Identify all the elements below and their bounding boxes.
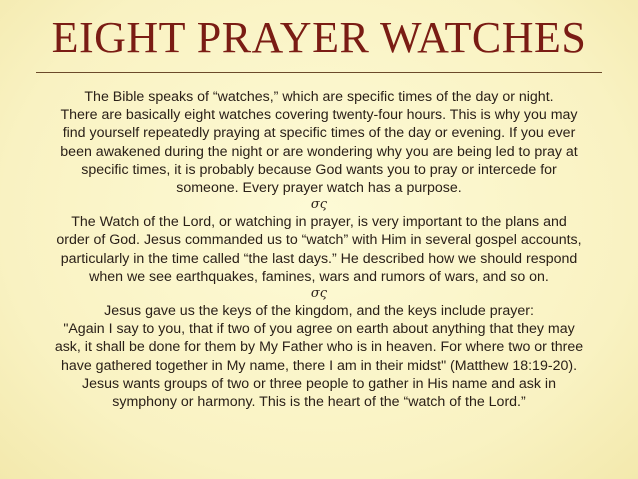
paragraph-2-line: particularly in the time called “the last days.” He described how we should respond bbox=[60, 250, 578, 267]
paragraph-1-line: someone. Every prayer watch has a purpose. bbox=[176, 180, 462, 197]
slide-body bbox=[14, 88, 624, 411]
paragraph-3-line: "Again I say to you, that if two of you agree on earth about anything that they may bbox=[63, 321, 575, 338]
paragraph-3-line: Jesus wants groups of two or three people to gather in His name and ask in bbox=[82, 375, 556, 392]
paragraph-2-line: The Watch of the Lord, or watching in prayer, is very important to the plans and bbox=[71, 214, 567, 231]
paragraph-2-line: when we see earthquakes, famines, wars and rumors of wars, and so on. bbox=[89, 268, 549, 285]
paragraph-1 bbox=[14, 88, 624, 197]
paragraph-3-line: Jesus gave us the keys of the kingdom, and the keys include prayer: bbox=[104, 303, 534, 320]
paragraph-3-line: ask, it shall be done for them by My Father who is in heaven. For where two or three bbox=[54, 339, 584, 356]
paragraph-3 bbox=[14, 302, 624, 411]
title-divider bbox=[36, 72, 602, 73]
paragraph-1-line: been awakened during the night or are wondering why you are being led to pray at bbox=[60, 143, 578, 160]
paragraph-1-line: find yourself repeatedly praying at specific times of the day or evening. If you ever bbox=[62, 125, 576, 142]
ornament-divider: σς bbox=[310, 197, 328, 213]
paragraph-1-line: The Bible speaks of “watches,” which are specific times of the day or night. bbox=[84, 89, 554, 105]
paragraph-1-line: specific times, it is probably because God wants you to pray or intercede for bbox=[81, 161, 557, 178]
paragraph-2-line: order of God. Jesus commanded us to “watch” with Him in several gospel accounts, bbox=[56, 232, 582, 249]
paragraph-3-line: symphony or harmony. This is the heart of the “watch of the Lord.” bbox=[112, 394, 526, 411]
paragraph-3-line: have gathered together in My name, there I am in their midst" (Matthew 18:19-20). bbox=[60, 357, 578, 374]
paragraph-1-line: There are basically eight watches covering twenty-four hours. This is why you may bbox=[60, 107, 578, 124]
slide-title: EIGHT PRAYER WATCHES bbox=[51, 13, 587, 62]
paragraph-2 bbox=[14, 213, 624, 286]
ornament-divider: σς bbox=[310, 286, 328, 302]
